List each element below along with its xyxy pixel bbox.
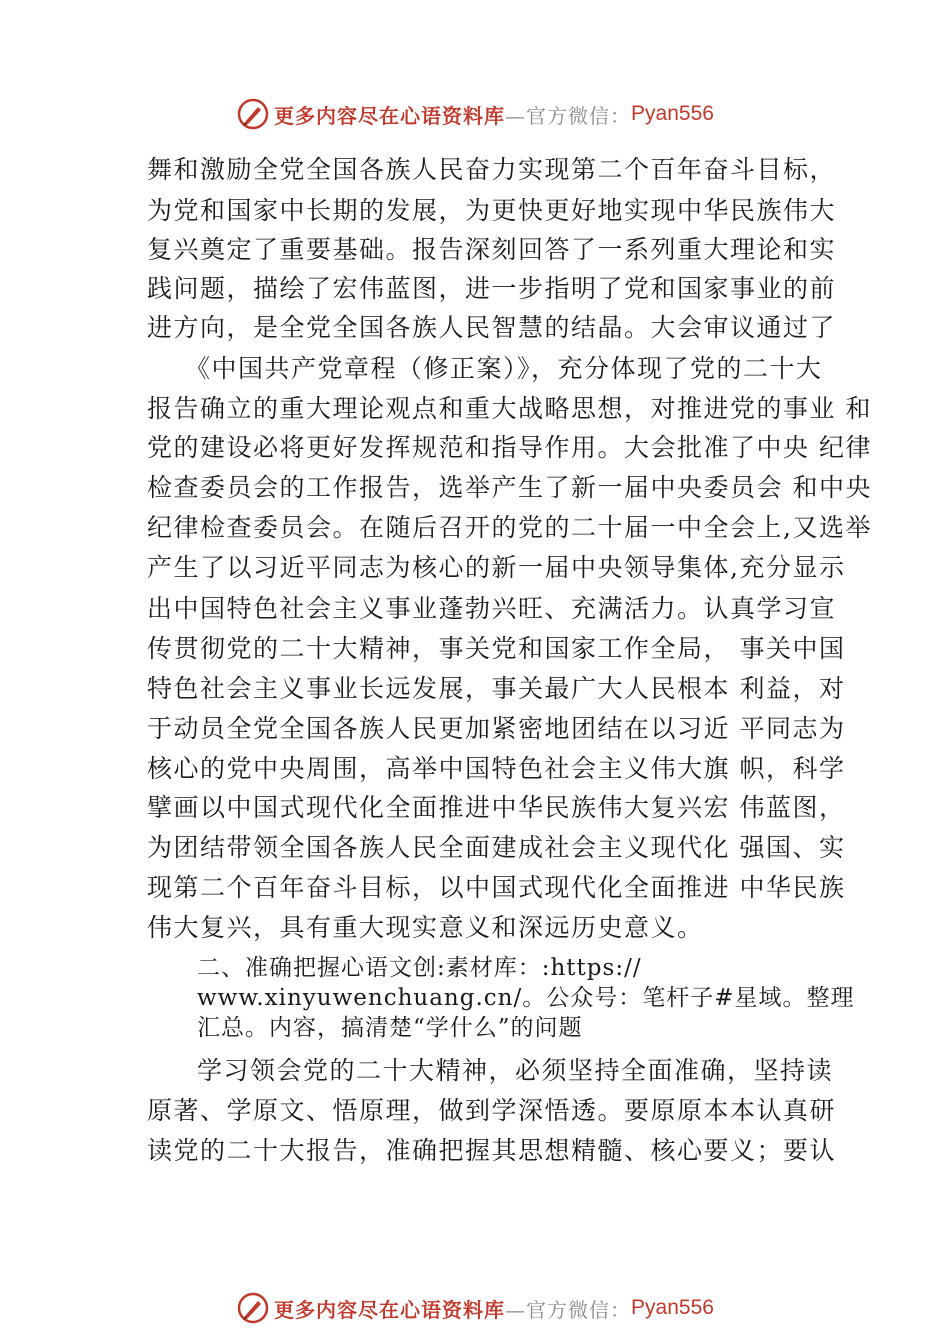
section-heading: 汇总。内容，搞清楚“学什么”的问题 [197, 1015, 583, 1041]
text-line: 特色社会主义事业长远发展，事关最广大人民根本 利益，对 [147, 674, 846, 703]
footer-wechat-label: —官方微信： [505, 1297, 632, 1322]
header-wechat-label: —官方微信： [505, 103, 632, 128]
text-line: 进方向，是全党全国各族人民智慧的结晶。大会审议通过了 [147, 313, 837, 342]
section-heading: 二、准确把握心语文创:素材库：:https:// [197, 955, 642, 981]
footer-site-name: 更多内容尽在心语资料库 [274, 1297, 506, 1322]
text-line: 传贯彻党的二十大精神，事关党和国家工作全局， 事关中国 [147, 634, 846, 663]
header-site-name: 更多内容尽在心语资料库 [274, 103, 506, 128]
text-line: 《中国共产党章程（修正案）》，充分体现了党的二十大 [185, 354, 823, 383]
text-line: 为党和国家中长期的发展，为更快更好地实现中华民族伟大 [147, 196, 837, 225]
text-line: 于动员全党全国各族人民更加紧密地团结在以习近 平同志为 [147, 714, 846, 743]
pen-logo-icon [236, 1291, 270, 1325]
footer-banner [0, 1288, 950, 1328]
text-line: 检查委员会的工作报告，选举产生了新一届中央委员会 和中央 [147, 473, 872, 502]
text-line: 核心的党中央周围，高举中国特色社会主义伟大旗 帜，科学 [147, 754, 846, 783]
footer-wechat-id: Pyan556 [631, 1296, 714, 1319]
text-line: 现第二个百年奋斗目标，以中国式现代化全面推进 中华民族 [147, 873, 846, 902]
text-line: 学习领会党的二十大精神，必须坚持全面准确，坚持读 [197, 1056, 834, 1085]
text-line: 复兴奠定了重要基础。报告深刻回答了一系列重大理论和实 [147, 235, 837, 264]
text-line: 擘画以中国式现代化全面推进中华民族伟大复兴宏 伟蓝图， [147, 793, 846, 822]
text-line: 纪律检查委员会。在随后召开的党的二十届一中全会上,又选举 [147, 513, 872, 542]
header-banner [0, 94, 950, 134]
section-heading: www.xinyuwenchuang.cn/。公众号：笔杆子#星域。整理 [197, 985, 855, 1011]
text-line: 伟大复兴，具有重大现实意义和深远历史意义。 [147, 913, 704, 942]
text-line: 报告确立的重大理论观点和重大战略思想，对推进党的事业 和 [147, 394, 872, 423]
header-wechat-id: Pyan556 [631, 102, 714, 125]
text-line: 践问题，描绘了宏伟蓝图，进一步指明了党和国家事业的前 [147, 274, 837, 303]
pen-logo-icon [236, 97, 270, 131]
text-line: 党的建设必将更好发挥规范和指导作用。大会批准了中央 纪律 [147, 433, 872, 462]
text-line: 读党的二十大报告，准确把握其思想精髓、核心要义；要认 [147, 1136, 837, 1165]
text-line: 为团结带领全国各族人民全面建成社会主义现代化 强国、实 [147, 833, 846, 862]
text-line: 产生了以习近平同志为核心的新一届中央领导集体,充分显示 [147, 553, 846, 582]
text-line: 原著、学原文、悟原理，做到学深悟透。要原原本本认真研 [147, 1096, 837, 1125]
text-line: 出中国特色社会主义事业蓬勃兴旺、充满活力。认真学习宣 [147, 594, 837, 623]
text-line: 舞和激励全党全国各族人民奋力实现第二个百年奋斗目标， [147, 155, 837, 184]
